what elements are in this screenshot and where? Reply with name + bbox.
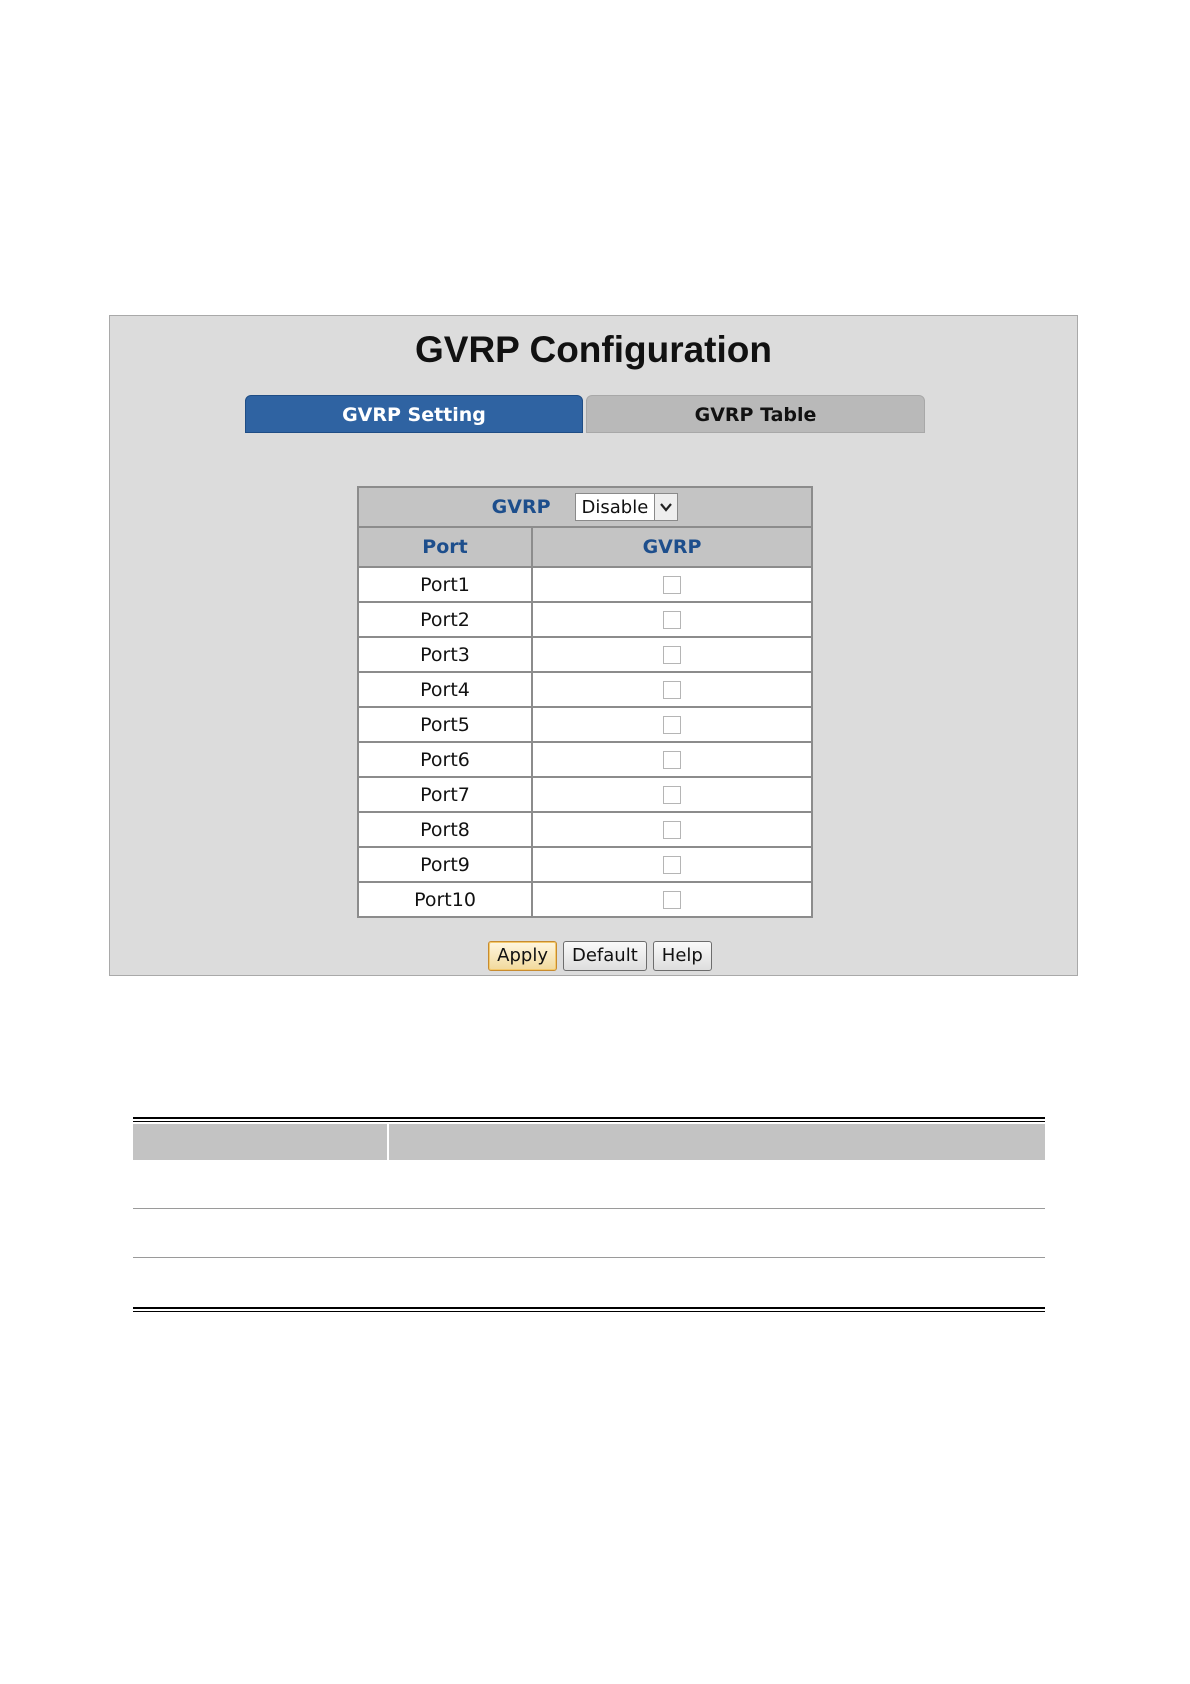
description-header-cell: [387, 1124, 1045, 1160]
table-row: [358, 777, 812, 812]
help-button[interactable]: Help: [653, 941, 712, 971]
apply-button[interactable]: Apply: [488, 941, 557, 971]
gvrp-checkbox-cell: [532, 567, 812, 602]
table-row: [358, 602, 812, 637]
table-row: [358, 637, 812, 672]
gvrp-column-header: GVRP: [532, 527, 812, 567]
table-bottom-rule: [133, 1307, 1045, 1312]
port-name: Port4: [358, 672, 532, 707]
gvrp-port-checkbox[interactable]: [663, 751, 681, 769]
table-row: [358, 742, 812, 777]
gvrp-checkbox-cell: [532, 847, 812, 882]
port-name: Port1: [358, 567, 532, 602]
gvrp-checkbox-cell: [532, 602, 812, 637]
gvrp-port-checkbox[interactable]: [663, 856, 681, 874]
gvrp-checkbox-cell: [532, 637, 812, 672]
description-row: [133, 1209, 1045, 1258]
description-row: [133, 1258, 1045, 1307]
port-name: Port2: [358, 602, 532, 637]
gvrp-mode-selected-value: Disable: [581, 496, 649, 518]
gvrp-port-checkbox[interactable]: [663, 786, 681, 804]
gvrp-checkbox-cell: [532, 672, 812, 707]
table-row: [358, 672, 812, 707]
table-top-rule: [133, 1117, 1045, 1122]
gvrp-mode-select[interactable]: [575, 493, 679, 521]
table-row: [358, 882, 812, 917]
gvrp-mode-row: [358, 487, 812, 527]
tab-gvrp-table[interactable]: GVRP Table: [586, 395, 925, 433]
gvrp-port-checkbox[interactable]: [663, 891, 681, 909]
gvrp-port-checkbox[interactable]: [663, 681, 681, 699]
table-row: [358, 847, 812, 882]
gvrp-port-checkbox[interactable]: [663, 821, 681, 839]
port-name: Port10: [358, 882, 532, 917]
description-header-row: [133, 1124, 1045, 1160]
port-name: Port5: [358, 707, 532, 742]
port-name: Port9: [358, 847, 532, 882]
gvrp-checkbox-cell: [532, 812, 812, 847]
gvrp-port-checkbox[interactable]: [663, 646, 681, 664]
description-table: [133, 1117, 1045, 1312]
table-header-row: [358, 527, 812, 567]
table-row: [358, 707, 812, 742]
gvrp-port-checkbox[interactable]: [663, 716, 681, 734]
description-header-cell: [133, 1124, 387, 1160]
gvrp-mode-label: GVRP: [491, 496, 551, 518]
gvrp-checkbox-cell: [532, 742, 812, 777]
port-column-header: Port: [358, 527, 532, 567]
gvrp-checkbox-cell: [532, 882, 812, 917]
description-row: [133, 1160, 1045, 1209]
table-row: [358, 567, 812, 602]
port-name: Port3: [358, 637, 532, 672]
port-name: Port6: [358, 742, 532, 777]
default-button[interactable]: Default: [563, 941, 647, 971]
chevron-down-icon[interactable]: [654, 494, 677, 520]
gvrp-port-checkbox[interactable]: [663, 576, 681, 594]
action-buttons: [110, 941, 1077, 971]
gvrp-checkbox-cell: [532, 707, 812, 742]
gvrp-checkbox-cell: [532, 777, 812, 812]
port-name: Port7: [358, 777, 532, 812]
gvrp-port-checkbox[interactable]: [663, 611, 681, 629]
gvrp-config-panel: [109, 315, 1078, 976]
table-row: [358, 812, 812, 847]
tab-gvrp-setting[interactable]: GVRP Setting: [245, 395, 583, 433]
port-name: Port8: [358, 812, 532, 847]
gvrp-port-table: [357, 486, 813, 918]
page-title: GVRP Configuration: [415, 329, 772, 370]
